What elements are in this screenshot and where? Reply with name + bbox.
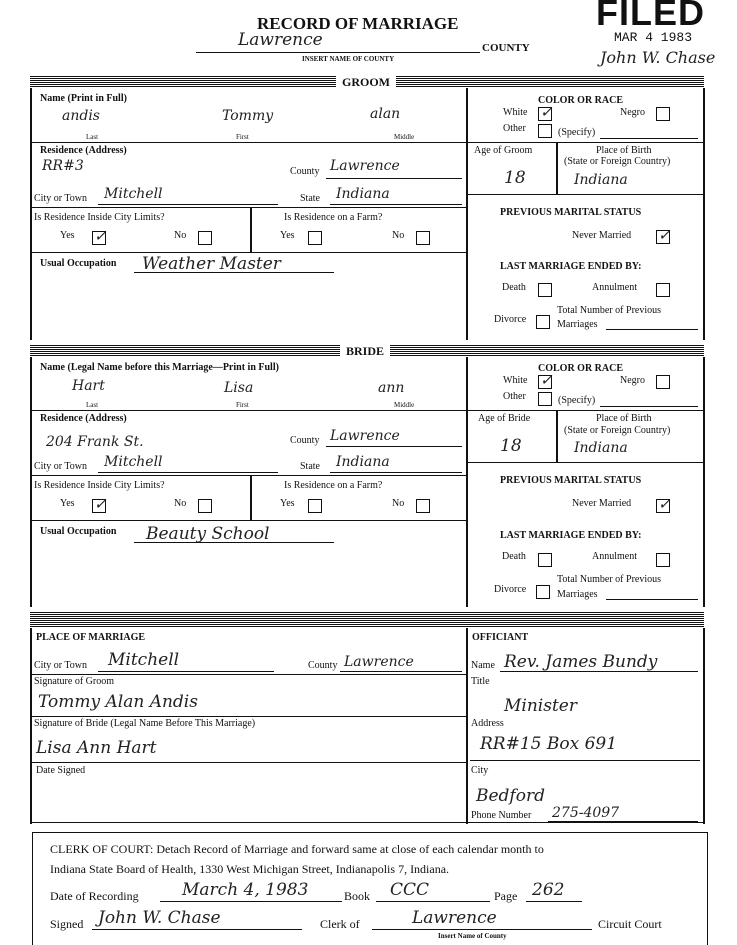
officiant-section-label: OFFICIANT (472, 632, 529, 643)
place-city-line (98, 671, 274, 672)
groom-right-rule-1 (466, 142, 704, 143)
groom-county-label: County (290, 166, 320, 177)
bride-occupation-label: Usual Occupation (40, 526, 117, 537)
officiant-city-label: City (471, 765, 489, 776)
bride-signature-label: Signature of Bride (Legal Name Before This Marriage) (34, 718, 256, 729)
filed-stamp-date: MAR 4 1983 (614, 30, 693, 45)
bride-birth-value: Indiana (574, 440, 628, 456)
groom-specify-line (600, 138, 698, 139)
groom-birth-label-1: Place of Birth (596, 145, 652, 156)
bride-farm-label: Is Residence on a Farm? (284, 480, 383, 491)
groom-farm-label: Is Residence on a Farm? (284, 212, 383, 223)
bride-last-label: Last (86, 401, 99, 409)
groom-county-value: Lawrence (330, 158, 400, 174)
groom-death-label: Death (502, 282, 526, 293)
bride-death-checkbox[interactable] (538, 553, 552, 567)
groom-first-label: First (236, 133, 249, 141)
bride-first-label: First (236, 401, 249, 409)
bride-state-value: Indiana (336, 454, 390, 470)
bride-age-value: 18 (500, 436, 522, 456)
groom-other-checkbox[interactable] (538, 124, 552, 138)
bride-specify-line (600, 406, 698, 407)
place-rule-2 (30, 716, 467, 717)
clerk-instruction-2: Indiana State Board of Health, 1330 West Michigan Street, Indianapolis 7, Indiana. (50, 862, 450, 876)
bride-inside-yes-checkbox[interactable] (92, 499, 106, 513)
groom-first-value: Tommy (222, 108, 274, 124)
groom-name-label: Name (Print in Full) (40, 93, 127, 104)
bride-total-label-2: Marriages (557, 589, 598, 600)
place-rule-4 (30, 822, 704, 823)
bride-never-married-checkbox[interactable] (656, 499, 670, 513)
groom-total-label-1: Total Number of Previous (557, 305, 662, 316)
clerk-of-line (372, 929, 592, 930)
officiant-phone-label: Phone Number (471, 810, 532, 821)
page-label: Page (494, 889, 518, 903)
groom-band-right (594, 76, 704, 88)
place-county-label: County (308, 660, 338, 671)
groom-signature-label: Signature of Groom (34, 676, 114, 687)
bride-color-label: COLOR OR RACE (538, 363, 624, 374)
bride-last-value: Hart (72, 378, 105, 394)
bride-rule-3 (30, 520, 467, 521)
bride-divorce-label: Divorce (494, 584, 527, 595)
bride-specify-label: (Specify) (558, 395, 596, 406)
groom-color-label: COLOR OR RACE (538, 95, 624, 106)
clerk-instruction-1: CLERK OF COURT: Detach Record of Marriage and forward same at close of each calendar month to (50, 842, 544, 856)
bride-state-label: State (300, 461, 320, 472)
page-line (526, 901, 582, 902)
groom-city-label: City or Town (34, 193, 88, 204)
page-value: 262 (532, 880, 565, 900)
book-label: Book (344, 889, 371, 903)
place-rule-3 (30, 762, 467, 763)
groom-total-line (606, 329, 698, 330)
place-section-label: PLACE OF MARRIAGE (36, 632, 146, 643)
groom-white-label: White (503, 107, 528, 118)
groom-farm-no-label: No (392, 230, 405, 241)
officiant-city-value: Bedford (476, 786, 545, 806)
bride-county-line (326, 446, 462, 447)
officiant-name-line (500, 671, 698, 672)
groom-birth-value: Indiana (574, 172, 628, 188)
recording-date-label: Date of Recording (50, 889, 139, 903)
groom-age-label: Age of Groom (474, 145, 533, 156)
groom-farm-no-checkbox[interactable] (416, 231, 430, 245)
groom-section-label: GROOM (336, 75, 396, 90)
bride-age-divider (556, 410, 558, 462)
signed-value: John W. Chase (98, 908, 221, 928)
groom-birth-label-2: (State or Foreign Country) (564, 156, 671, 167)
bride-divorce-checkbox[interactable] (536, 585, 550, 599)
bride-birth-label-1: Place of Birth (596, 413, 652, 424)
bride-first-value: Lisa (224, 380, 254, 396)
groom-right-border (703, 88, 705, 340)
officiant-name-value: Rev. James Bundy (504, 652, 658, 672)
bride-other-checkbox[interactable] (538, 392, 552, 406)
groom-white-checkbox[interactable] (538, 107, 552, 121)
bride-total-label-1: Total Number of Previous (557, 574, 662, 585)
bride-residence-label: Residence (Address) (40, 413, 127, 424)
filed-stamp-text: FILED (596, 0, 705, 33)
place-county-value: Lawrence (344, 654, 414, 670)
bride-last-ended-label: LAST MARRIAGE ENDED BY: (500, 530, 642, 541)
clerk-of-label: Clerk of (320, 917, 360, 931)
clerk-insert-name: Insert Name of County (438, 932, 507, 940)
place-right-border (703, 628, 705, 824)
groom-last-ended-label: LAST MARRIAGE ENDED BY: (500, 261, 642, 272)
groom-residence-value: RR#3 (42, 158, 84, 174)
groom-county-line (326, 178, 462, 179)
bride-section-label: BRIDE (340, 344, 390, 359)
bride-farm-no-label: No (392, 498, 405, 509)
bride-right-rule-1 (466, 410, 704, 411)
groom-inside-yes-label: Yes (60, 230, 75, 241)
bride-inside-city-label: Is Residence Inside City Limits? (34, 480, 165, 491)
bride-middle-label: Middle (394, 401, 415, 409)
groom-city-line (98, 204, 278, 205)
bride-inside-yes-label: Yes (60, 498, 75, 509)
groom-last-label: Last (86, 133, 99, 141)
groom-signature-value: Tommy Alan Andis (38, 692, 198, 712)
bride-birth-label-2: (State or Foreign Country) (564, 425, 671, 436)
place-county-line (340, 671, 462, 672)
groom-state-line (330, 204, 462, 205)
bride-center-divider (466, 357, 468, 607)
groom-age-value: 18 (504, 168, 526, 188)
place-left-border (30, 628, 32, 824)
officiant-name-label: Name (471, 660, 495, 671)
bride-white-label: White (503, 375, 528, 386)
bride-annulment-checkbox[interactable] (656, 553, 670, 567)
groom-rule-1 (30, 142, 467, 143)
bride-residence-value: 204 Frank St. (46, 434, 144, 450)
bride-never-married-label: Never Married (572, 498, 632, 509)
officiant-phone-value: 275-4097 (552, 805, 620, 821)
bride-farm-yes-label: Yes (280, 498, 295, 509)
groom-annulment-label: Annulment (592, 282, 637, 293)
header-county-value: Lawrence (238, 30, 323, 50)
groom-farm-yes-checkbox[interactable] (308, 231, 322, 245)
groom-residence-label: Residence (Address) (40, 145, 127, 156)
officiant-title-label: Title (471, 676, 490, 687)
bride-inside-no-label: No (174, 498, 187, 509)
bride-other-label: Other (503, 391, 526, 402)
bride-inside-no-checkbox[interactable] (198, 499, 212, 513)
bride-name-label: Name (Legal Name before this Marriage—Print in Full) (40, 362, 279, 373)
groom-death-checkbox[interactable] (538, 283, 552, 297)
groom-inside-no-checkbox[interactable] (198, 231, 212, 245)
header-county-label: COUNTY (482, 42, 530, 54)
form-title: RECORD OF MARRIAGE (257, 14, 459, 33)
groom-city-value: Mitchell (104, 186, 163, 202)
circuit-court-label: Circuit Court (598, 917, 662, 931)
groom-specify-label: (Specify) (558, 127, 596, 138)
groom-rule-3 (30, 252, 467, 253)
groom-occupation-label: Usual Occupation (40, 258, 117, 269)
filed-stamp-signature: John W. Chase (600, 48, 716, 67)
groom-prev-status-label: PREVIOUS MARITAL STATUS (500, 207, 642, 218)
groom-never-married-label: Never Married (572, 230, 632, 241)
groom-left-border (30, 88, 32, 340)
groom-total-label-2: Marriages (557, 319, 598, 330)
bride-state-line (330, 472, 462, 473)
officiant-address-value: RR#15 Box 691 (480, 734, 618, 754)
bride-occupation-line (134, 542, 334, 543)
bride-county-label: County (290, 435, 320, 446)
bride-county-value: Lawrence (330, 428, 400, 444)
bride-death-label: Death (502, 551, 526, 562)
header-county-line (196, 52, 480, 53)
bride-rule-1 (30, 410, 467, 411)
groom-negro-checkbox[interactable] (656, 107, 670, 121)
bride-inside-divider (250, 475, 252, 520)
groom-middle-label: Middle (394, 133, 415, 141)
groom-rule-2 (30, 207, 467, 208)
groom-divorce-label: Divorce (494, 314, 527, 325)
officiant-address-label: Address (471, 718, 504, 729)
bride-right-border (703, 357, 705, 607)
bride-middle-value: ann (378, 380, 405, 396)
groom-negro-label: Negro (620, 107, 645, 118)
groom-state-label: State (300, 193, 320, 204)
bride-city-line (98, 472, 278, 473)
place-rule-1 (30, 674, 467, 675)
officiant-title-value: Minister (504, 696, 577, 716)
groom-annulment-checkbox[interactable] (656, 283, 670, 297)
book-line (376, 901, 490, 902)
groom-inside-divider (250, 207, 252, 252)
groom-inside-yes-checkbox[interactable] (92, 231, 106, 245)
groom-farm-yes-label: Yes (280, 230, 295, 241)
clerk-of-value: Lawrence (412, 908, 497, 928)
groom-occupation-value: Weather Master (142, 254, 281, 274)
groom-never-married-checkbox[interactable] (656, 230, 670, 244)
place-band (30, 612, 704, 628)
signed-label: Signed (50, 917, 84, 931)
bride-occupation-value: Beauty School (146, 524, 270, 544)
bride-city-label: City or Town (34, 461, 88, 472)
signed-line (92, 929, 302, 930)
bride-age-label: Age of Bride (478, 413, 531, 424)
groom-state-value: Indiana (336, 186, 390, 202)
groom-inside-city-label: Is Residence Inside City Limits? (34, 212, 165, 223)
bride-rule-2 (30, 475, 467, 476)
recording-date-line (160, 901, 342, 902)
officiant-phone-line (548, 821, 698, 822)
bride-total-line (606, 599, 698, 600)
bride-right-rule-2 (466, 462, 704, 463)
recording-date-value: March 4, 1983 (182, 880, 309, 900)
bride-signature-value: Lisa Ann Hart (36, 738, 157, 758)
groom-occupation-line (134, 272, 334, 273)
place-city-value: Mitchell (108, 650, 180, 670)
bride-annulment-label: Annulment (592, 551, 637, 562)
place-center-divider (466, 628, 468, 824)
groom-age-divider (556, 142, 558, 194)
book-value: CCC (390, 880, 430, 900)
bride-farm-yes-checkbox[interactable] (308, 499, 322, 513)
bride-left-border (30, 357, 32, 607)
groom-divorce-checkbox[interactable] (536, 315, 550, 329)
date-signed-label: Date Signed (36, 765, 86, 776)
bride-white-checkbox[interactable] (538, 375, 552, 389)
bride-city-value: Mitchell (104, 454, 163, 470)
bride-negro-checkbox[interactable] (656, 375, 670, 389)
officiant-address-line (470, 760, 700, 761)
groom-inside-no-label: No (174, 230, 187, 241)
groom-other-label: Other (503, 123, 526, 134)
place-city-label: City or Town (34, 660, 88, 671)
groom-right-rule-2 (466, 194, 704, 195)
groom-center-divider (466, 88, 468, 340)
bride-prev-status-label: PREVIOUS MARITAL STATUS (500, 475, 642, 486)
groom-last-value: andis (62, 108, 100, 124)
groom-middle-value: alan (370, 106, 401, 122)
groom-band (30, 76, 594, 88)
bride-negro-label: Negro (620, 375, 645, 386)
header-insert-name: INSERT NAME OF COUNTY (302, 55, 395, 63)
bride-farm-no-checkbox[interactable] (416, 499, 430, 513)
